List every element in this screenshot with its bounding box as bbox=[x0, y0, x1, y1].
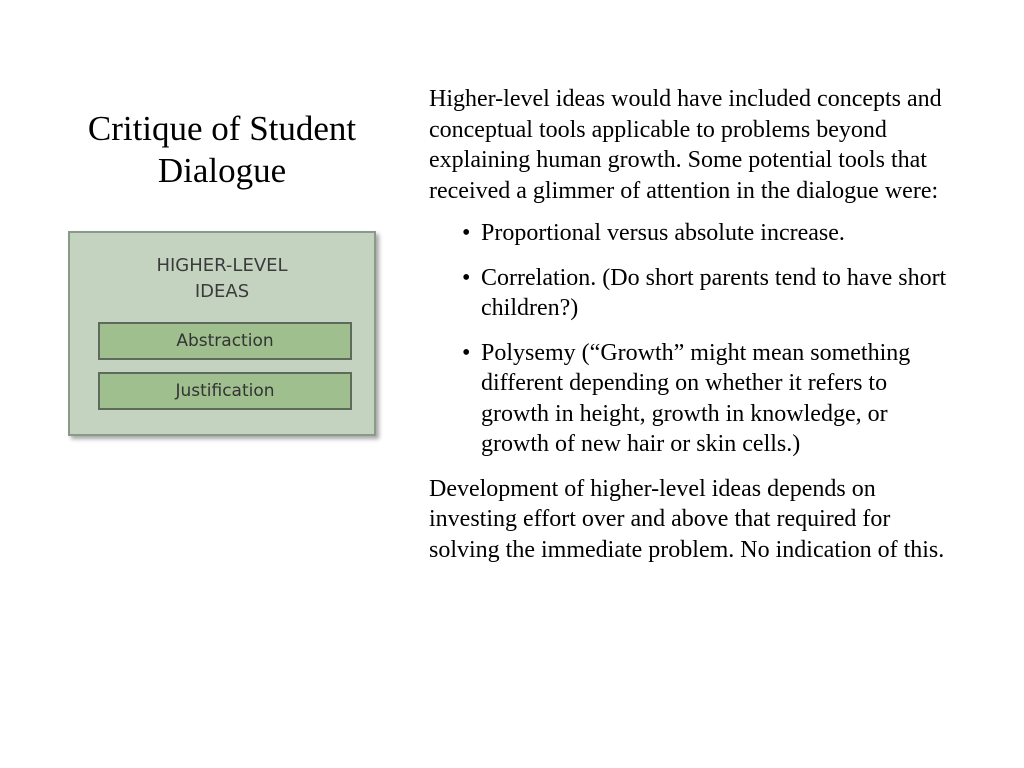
slide-title bbox=[40, 108, 404, 192]
diagram-heading-line-1: HIGHER-LEVEL bbox=[156, 255, 288, 276]
bullet-dot-icon: • bbox=[462, 339, 471, 366]
intro-paragraph: Higher-level ideas would have included concepts and conceptual tools applicable to problems beyond explaining human growth. Some potential tools that received a glimmer of attention in the dialogue were: bbox=[429, 86, 942, 204]
bullet-item bbox=[429, 263, 949, 324]
bullet-text: Polysemy (“Growth” might mean something different depending on whether it refers to growth in height, growth in knowledge, or growth of new hair or skin cells.) bbox=[481, 339, 911, 457]
slide-title-line-1: Critique of Student bbox=[87, 109, 357, 148]
bullet-list bbox=[429, 218, 949, 460]
slide-body bbox=[429, 84, 949, 565]
slide-title-line-2: Dialogue bbox=[157, 151, 287, 190]
diagram-heading bbox=[70, 253, 374, 305]
conclusion-paragraph: Development of higher-level ideas depends on investing effort over and above that required for solving the immediate problem. No indication of this. bbox=[429, 475, 945, 563]
diagram-heading-line-2: IDEAS bbox=[194, 281, 250, 302]
abstraction-box: Abstraction bbox=[98, 322, 352, 360]
bullet-item bbox=[429, 338, 949, 460]
higher-level-ideas-diagram bbox=[68, 231, 376, 436]
bullet-text: Proportional versus absolute increase. bbox=[481, 220, 845, 246]
justification-box: Justification bbox=[98, 372, 352, 410]
bullet-dot-icon: • bbox=[462, 220, 471, 246]
bullet-text: Correlation. (Do short parents tend to have short children?) bbox=[481, 264, 947, 321]
bullet-dot-icon: • bbox=[462, 264, 471, 291]
bullet-item bbox=[429, 218, 949, 249]
